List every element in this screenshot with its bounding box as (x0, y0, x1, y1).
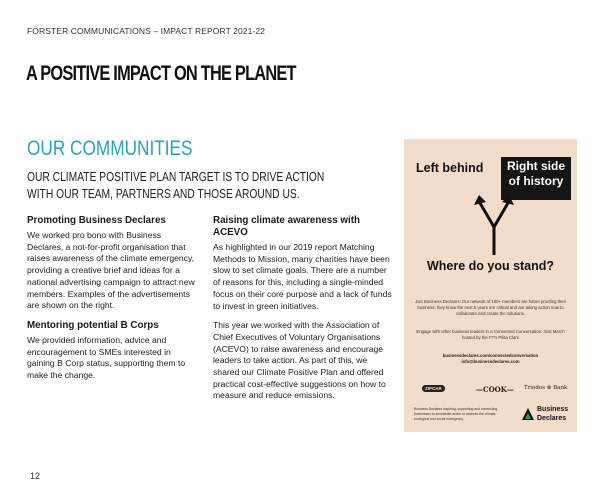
ad-website-link[interactable]: businessdeclares.com/connectedconversation (442, 353, 539, 358)
triodos-bank-logo: Triodos ⊗ Bank (524, 385, 568, 391)
b-corp-text: We provided information, advice and encouragement to SMEs interested in gaining B Corp status, supporting them to make the change. (27, 334, 186, 381)
cook-logo: —COOK— (476, 385, 514, 394)
acevo-heading: Raising climate awareness with ACEVO (213, 215, 361, 238)
ad-event-text: Engage with other business leaders in a Connected Conversation: 31st March hosted by the FT's Pilita Clark (416, 329, 565, 340)
warning-triangle-icon (521, 407, 535, 421)
running-header: FORSTER COMMUNICATIONS – IMPACT REPORT 2021-22 (27, 26, 266, 36)
section-intro-line-2: WITH OUR TEAM, PARTNERS AND THOSE AROUND US. (27, 186, 300, 201)
ad-body-text: Join Business Declares: Our network of 100+ members are future proofing their business; they know the next 5 years are critical and are taking action now to collaborate and create the solutions. (414, 299, 567, 316)
middle-column (213, 215, 393, 410)
ad-email-link[interactable]: info@businessdeclares.com (461, 359, 520, 364)
page-number: 12 (30, 471, 41, 481)
business-declares-heading: Promoting Business Declares (27, 215, 166, 226)
brand-line-2: Declares (537, 414, 567, 422)
acevo-text-2: This year we worked with the Association of Chief Executives of Voluntary Organisations (ACEVO) to raise awareness and encourage leaders to take action. As part of this, we shared our Climate Positive Plan and offered practical cost-effective suggestions on how to measure and reduce emissions. (213, 320, 386, 401)
ad-links (414, 353, 567, 365)
ad-sponsor-logos (412, 385, 570, 397)
page-title: A POSITIVE IMPACT ON THE PLANET (26, 62, 296, 85)
ad-right-side-line-2: of history (508, 174, 564, 188)
ad-right-side-line-1: Right side (506, 159, 565, 173)
b-corp-heading: Mentoring potential B Corps (27, 319, 159, 331)
business-declares-advert (404, 139, 577, 432)
acevo-text-1: As highlighted in our 2019 report Matching Methods to Mission, many charities have been slow to set climate goals. There are a number of reasons for this, including a single-minded focus on their core purpose and a lack of funds to invest in green initiatives. (213, 242, 392, 311)
section-intro (27, 168, 324, 202)
fork-arrows-icon (472, 185, 516, 255)
left-column (27, 215, 199, 390)
section-intro-line-1: OUR CLIMATE POSITIVE PLAN TARGET IS TO DRIVE ACTION (27, 169, 325, 184)
section-heading: OUR COMMUNITIES (27, 137, 193, 160)
ad-left-behind: Left behind (416, 161, 484, 175)
zipcar-logo: ZIPCAR (422, 385, 445, 392)
business-declares-logo (537, 406, 568, 423)
ad-footer-text: Business Declares inspiring, supporting and connecting businesses to accelerate action to address the climate, ecological and social emergency. (414, 407, 498, 421)
ad-question: Where do you stand? (426, 259, 555, 273)
business-declares-text: We worked pro bono with Business Declares, a not-for-profit organisation that raises awareness of the climate emergency, providing a creative brief and ideas for a national advertising campaign to attract new members. Examples of the advertisements are shown on the right. (27, 230, 195, 311)
brand-line-1: Business (537, 406, 569, 413)
